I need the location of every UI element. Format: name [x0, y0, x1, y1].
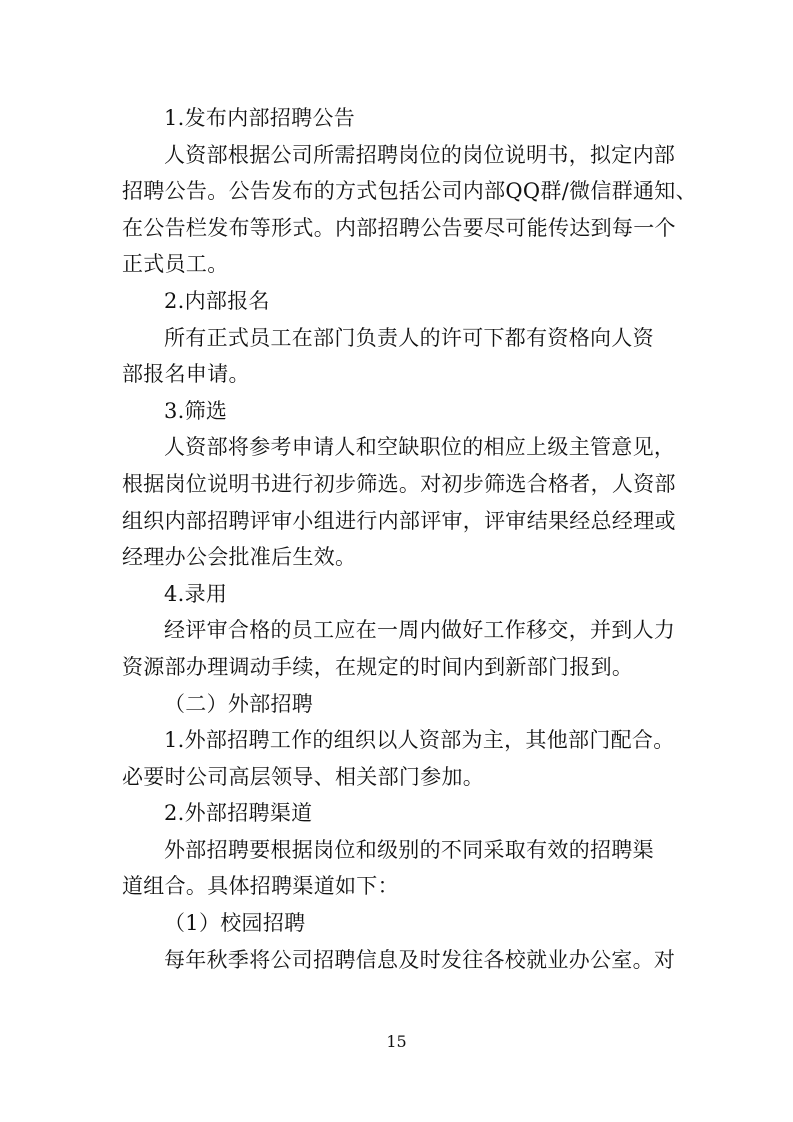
paragraph-line: 必要时公司高层领导、相关部门参加。 — [122, 764, 485, 789]
paragraph-line: 经评审合格的员工应在一周内做好工作移交，并到人力 — [164, 618, 676, 643]
paragraph-line: 人资部根据公司所需招聘岗位的岗位说明书，拟定内部 — [164, 142, 676, 167]
section-heading-internal-signup: 2.内部报名 — [164, 288, 270, 313]
paragraph-line: 招聘公告。公告发布的方式包括公司内部QQ群/微信群通知、 — [122, 179, 697, 204]
paragraph-line: 正式员工。 — [122, 252, 229, 277]
section-heading-external-recruitment: （二）外部招聘 — [164, 691, 314, 716]
section-heading-external-channels: 2.外部招聘渠道 — [164, 801, 313, 826]
paragraph-line: 组织内部招聘评审小组进行内部评审，评审结果经总经理或 — [122, 508, 676, 533]
section-heading-release-notice: 1.发布内部招聘公告 — [164, 106, 356, 130]
paragraph-line: 每年秋季将公司招聘信息及时发往各校就业办公室。对 — [164, 947, 676, 972]
section-heading-hiring: 4.录用 — [164, 581, 228, 606]
paragraph-line: 在公告栏发布等形式。内部招聘公告要尽可能传达到每一个 — [122, 215, 676, 240]
paragraph-line: 根据岗位说明书进行初步筛选。对初步筛选合格者，人资部 — [122, 471, 676, 496]
paragraph-line: 道组合。具体招聘渠道如下： — [122, 874, 399, 899]
paragraph-line: 人资部将参考申请人和空缺职位的相应上级主管意见， — [164, 435, 676, 460]
paragraph-line: 部报名申请。 — [122, 362, 250, 387]
paragraph-line: 经理办公会批准后生效。 — [122, 545, 357, 570]
page-number: 15 — [386, 1032, 407, 1051]
paragraph-line: 所有正式员工在部门负责人的许可下都有资格向人资 — [164, 325, 654, 350]
paragraph-line: 资源部办理调动手续，在规定的时间内到新部门报到。 — [122, 654, 634, 679]
page-body — [122, 100, 697, 978]
paragraph-line: 1.外部招聘工作的组织以人资部为主，其他部门配合。 — [164, 728, 675, 753]
section-heading-campus-recruitment: （1）校园招聘 — [164, 911, 306, 936]
section-heading-screening: 3.筛选 — [164, 398, 228, 423]
paragraph-line: 外部招聘要根据岗位和级别的不同采取有效的招聘渠 — [164, 837, 654, 862]
